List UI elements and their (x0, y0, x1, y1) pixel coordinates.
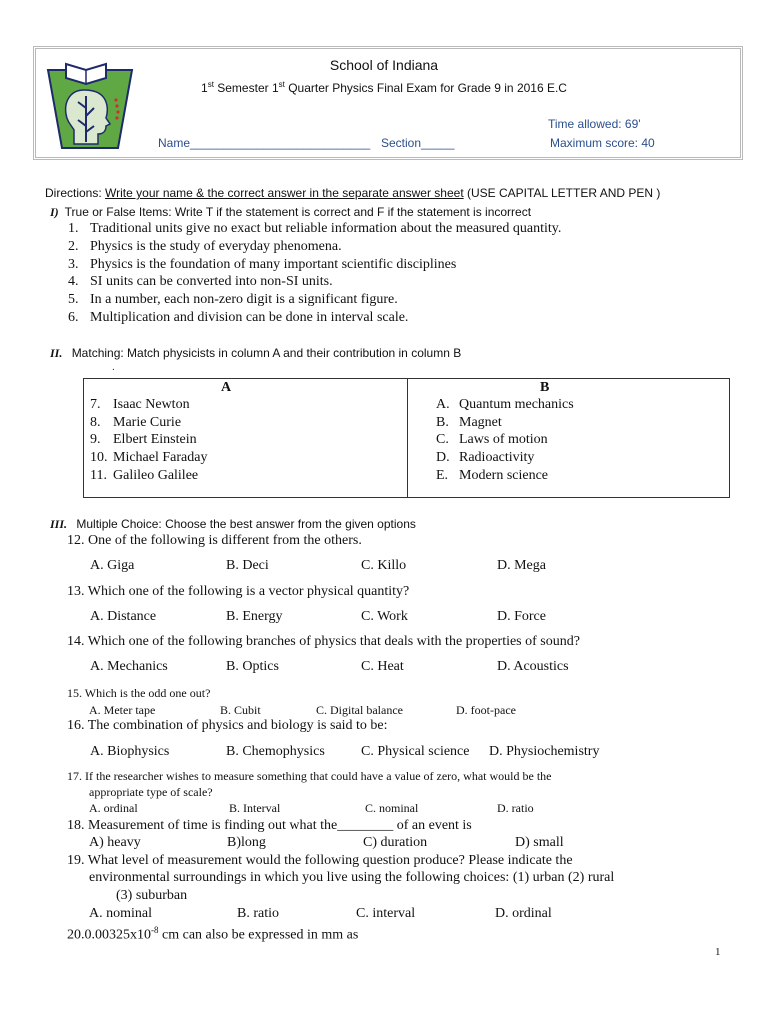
column-b-header: B (540, 380, 550, 395)
tf-item-6: 6. Multiplication and division can be done in interval scale. (68, 310, 409, 325)
option: D. Mega (497, 558, 546, 573)
tf-item-3: 3. Physics is the foundation of many important scientific disciplines (68, 257, 457, 272)
column-a-item: 8. Marie Curie (90, 415, 182, 430)
option: D. foot-pace (456, 703, 516, 717)
time-allowed: Time allowed: 69' (548, 117, 641, 131)
column-a-header: A (221, 380, 232, 395)
option: C. Digital balance (316, 703, 403, 717)
maximum-score: Maximum score: 40 (550, 136, 655, 150)
tf-item-4: 4. SI units can be converted into non-SI units. (68, 274, 333, 289)
column-a-item: 10. Michael Faraday (90, 450, 208, 465)
tf-item-2: 2. Physics is the study of everyday phenomena. (68, 239, 342, 254)
column-b-item: A. Quantum mechanics (436, 397, 574, 412)
option: B)long (227, 835, 266, 850)
mc-question-14: 14. Which one of the following branches of physics that deals with the properties of sound? (67, 634, 580, 649)
mc-question-19-cont2: (3) suburban (116, 888, 188, 903)
option: C) duration (363, 835, 428, 850)
mc-question-19-cont: environmental surroundings in which you live using the following choices: (1) urban (2) rural (89, 870, 615, 885)
part1-heading: I) True or False Items: Write T if the statement is correct and F if the statement is incorrect (50, 205, 532, 219)
option: A. ordinal (89, 801, 138, 815)
column-a-item: 7. Isaac Newton (90, 397, 190, 412)
option: A) heavy (89, 835, 141, 850)
mc-question-16: 16. The combination of physics and biology is said to be: (67, 718, 388, 733)
option: D) small (515, 835, 564, 850)
option: C. nominal (365, 801, 419, 815)
option: A. Biophysics (90, 744, 170, 759)
option: A. nominal (89, 906, 152, 921)
directions: Directions: Write your name & the correct answer in the separate answer sheet (USE CAPITAL LETTER AND PEN ) (45, 186, 661, 200)
option: C. Killo (361, 558, 407, 573)
tf-item-5: 5. In a number, each non-zero digit is a significant figure. (68, 292, 398, 307)
mc-question-15: 15. Which is the odd one out? (67, 686, 211, 700)
part2-heading: II. Matching: Match physicists in column A and their contribution in column B (50, 346, 462, 360)
mc-question-19: 19. What level of measurement would the following question produce? Please indicate the (67, 853, 573, 868)
option: B. Optics (226, 659, 279, 674)
part3-heading: III. Multiple Choice: Choose the best answer from the given options (50, 517, 416, 531)
stray-dot: . (112, 362, 115, 373)
name-field: Name___________________________ (158, 136, 371, 150)
tf-item-1: 1. Traditional units give no exact but reliable information about the measured quantity. (68, 221, 562, 236)
page-number: 1 (715, 946, 721, 958)
mc-question-17-cont: appropriate type of scale? (89, 785, 213, 799)
school-name: School of Indiana (329, 57, 439, 73)
option: C. Work (361, 609, 408, 624)
option: D. ratio (497, 801, 534, 815)
option: D. Physiochemistry (489, 744, 600, 759)
option: D. Acoustics (497, 659, 569, 674)
mc-question-13: 13. Which one of the following is a vector physical quantity? (67, 584, 410, 599)
column-b-item: E. Modern science (436, 468, 549, 483)
option: B. Cubit (220, 703, 261, 717)
mc-question-17: 17. If the researcher wishes to measure something that could have a value of zero, what would be the (67, 769, 552, 783)
column-a-item: 11. Galileo Galilee (90, 468, 199, 483)
option: B. Interval (229, 801, 281, 815)
option: B. Chemophysics (226, 744, 325, 759)
option: D. ordinal (495, 906, 552, 921)
column-b-item: B. Magnet (436, 415, 502, 430)
table-divider (407, 379, 408, 497)
option: C. interval (356, 906, 416, 921)
option: D. Force (497, 609, 546, 624)
matching-table (83, 378, 730, 498)
column-b-item: D. Radioactivity (436, 450, 535, 465)
option: B. Deci (226, 558, 269, 573)
column-a-item: 9. Elbert Einstein (90, 432, 197, 447)
mc-question-20: $20.0.00325x10^{-8}$ cm can also be expressed in mm as (67, 925, 359, 943)
exam-title: 1st Semester 1st Quarter Physics Final Exam for Grade 9 in 2016 E.C (201, 80, 567, 95)
column-b-item: C. Laws of motion (436, 432, 548, 447)
option: B. ratio (237, 906, 279, 921)
mc-question-12: 12. One of the following is different from the others. (67, 533, 362, 548)
option: B. Energy (226, 609, 283, 624)
mc-question-18: 18. Measurement of time is finding out what the________ of an event is (67, 818, 472, 833)
option: A. Giga (90, 558, 135, 573)
option: C. Heat (361, 659, 404, 674)
section-field: Section_____ (381, 136, 455, 150)
option: A. Mechanics (90, 659, 168, 674)
option: A. Distance (90, 609, 157, 624)
option: C. Physical science (361, 744, 470, 759)
option: A. Meter tape (89, 703, 156, 717)
